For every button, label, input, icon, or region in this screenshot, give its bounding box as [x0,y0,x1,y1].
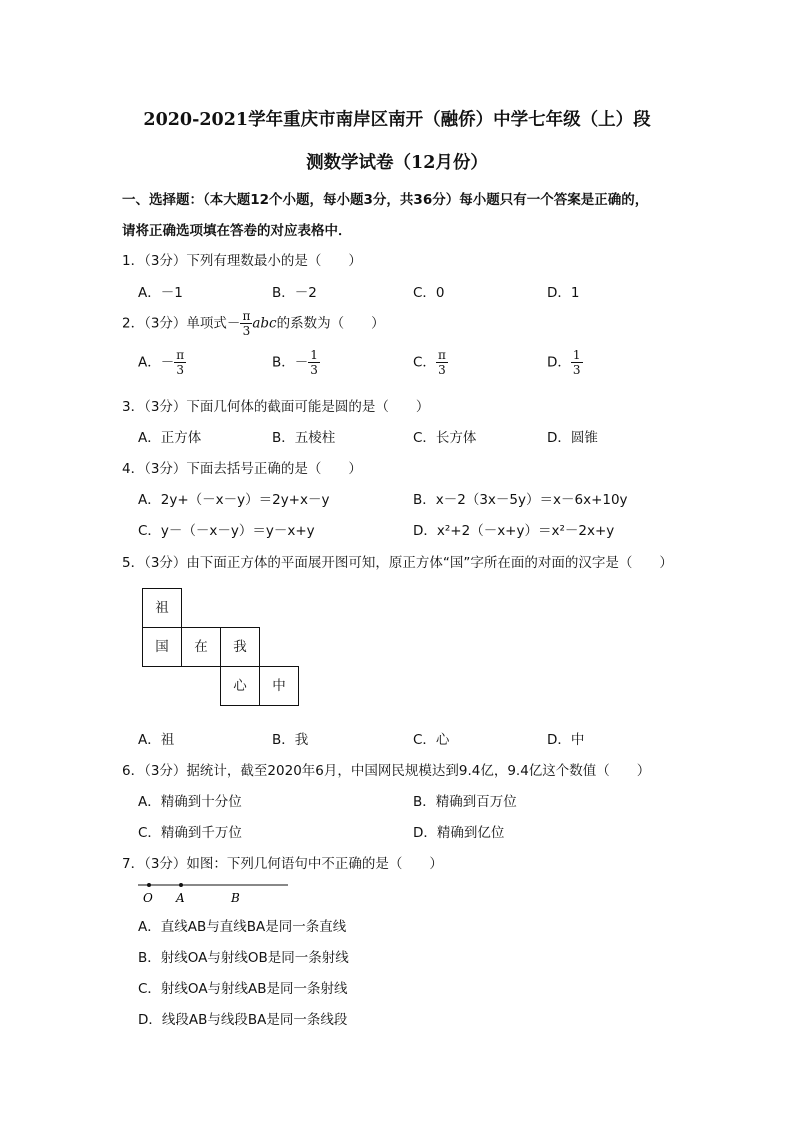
net-face-zhong: 中 [259,666,299,706]
q5-option-b: B．我 [272,732,309,748]
q5-option-d: D．中 [547,732,585,748]
section-header-line1: 一、选择题：（本大题12个小题，每小题3分，共36分）每小题只有一个答案是正确的， [122,192,649,208]
q4-option-b: B．x－2（3x－5y）＝x－6x+10y [413,492,628,508]
q5-option-c: C．心 [413,732,450,748]
fraction-denominator: 3 [242,324,251,338]
point-o [147,883,151,887]
fraction-numerator: π [242,309,251,323]
q3-option-b: B．五棱柱 [272,430,336,446]
section-header-line2: 请将正确选项填在答卷的对应表格中． [122,223,352,239]
q2-option-c [413,348,448,377]
q7-option-b: B．射线OA与射线OB是同一条射线 [138,950,349,966]
q1-option-d: D．1 [547,285,580,301]
q1-option-c: C．0 [413,285,445,301]
q5-stem: 5．（3分）由下面正方体的平面展开图可知，原正方体“国”字所在面的对面的汉字是（ ） [122,555,673,571]
q2-option-d [547,348,583,377]
fraction-denominator: 3 [176,363,185,377]
option-label: D． [547,354,571,371]
q2-variable: abc [252,315,277,332]
q3-option-d: D．圆锥 [547,430,598,446]
fraction-numerator: π [437,348,446,362]
option-label: A．－ [138,354,175,371]
q4-option-c: C．y－（－x－y）＝y－x+y [138,523,315,539]
q2-option-b [272,348,320,377]
option-label: B．－ [272,354,309,371]
option-fraction [571,348,583,377]
net-face-xin: 心 [220,666,260,706]
net-face-zu: 祖 [142,588,182,628]
q6-stem: 6．（3分）据统计，截至2020年6月，中国网民规模达到9.4亿，9.4亿这个数值（ ） [122,763,651,779]
option-label: C． [413,354,436,371]
q2-stem-fraction [240,309,252,338]
q6-option-d: D．精确到亿位 [413,825,505,841]
fraction-denominator: 3 [572,363,581,377]
q1-option-b: B．－2 [272,285,317,301]
q1-stem: 1．（3分）下列有理数最小的是（ ） [122,253,362,269]
fraction-numerator: π [176,348,185,362]
q2-option-a [138,348,186,377]
q6-option-b: B．精确到百万位 [413,794,517,810]
point-o-label: O [143,891,153,905]
page-title-line2: 测数学试卷（12月份） [306,153,488,173]
q6-option-c: C．精确到千万位 [138,825,242,841]
page-title-line1: 2020-2021学年重庆市南岸区南开（融侨）中学七年级（上）段 [143,110,651,130]
option-fraction [308,348,320,377]
q6-option-a: A．精确到十分位 [138,794,242,810]
option-fraction [174,348,186,377]
q7-option-a: A．直线AB与直线BA是同一条直线 [138,919,347,935]
q1-option-a: A．－1 [138,285,183,301]
q4-option-a: A．2y+（－x－y）＝2y+x－y [138,492,330,508]
q7-option-d: D．线段AB与线段BA是同一条线段 [138,1012,348,1028]
q3-option-c: C．长方体 [413,430,477,446]
option-fraction [436,348,448,377]
q3-option-a: A．正方体 [138,430,202,446]
q2-stem-post: 的系数为（ ） [276,315,385,332]
q7-option-c: C．射线OA与射线AB是同一条射线 [138,981,348,997]
q7-stem: 7．（3分）如图：下列几何语句中不正确的是（ ） [122,856,443,872]
net-face-wo: 我 [220,627,260,667]
q4-option-d: D．x²+2（－x+y）＝x²－2x+y [413,523,615,539]
fraction-denominator: 3 [438,363,446,377]
q4-stem: 4．（3分）下面去括号正确的是（ ） [122,461,362,477]
fraction-numerator: 1 [572,348,581,362]
point-a [179,883,183,887]
fraction-numerator: 1 [310,348,318,362]
q2-stem [122,309,385,338]
net-face-zai: 在 [181,627,221,667]
q2-stem-pre: 2．（3分）单项式－ [122,315,241,332]
fraction-denominator: 3 [310,363,318,377]
point-b-label: B [231,891,240,905]
q3-stem: 3．（3分）下面几何体的截面可能是圆的是（ ） [122,399,430,415]
point-a-label: A [176,891,185,905]
ray-figure [136,876,296,906]
net-face-guo: 国 [142,627,182,667]
q5-option-a: A．祖 [138,732,175,748]
